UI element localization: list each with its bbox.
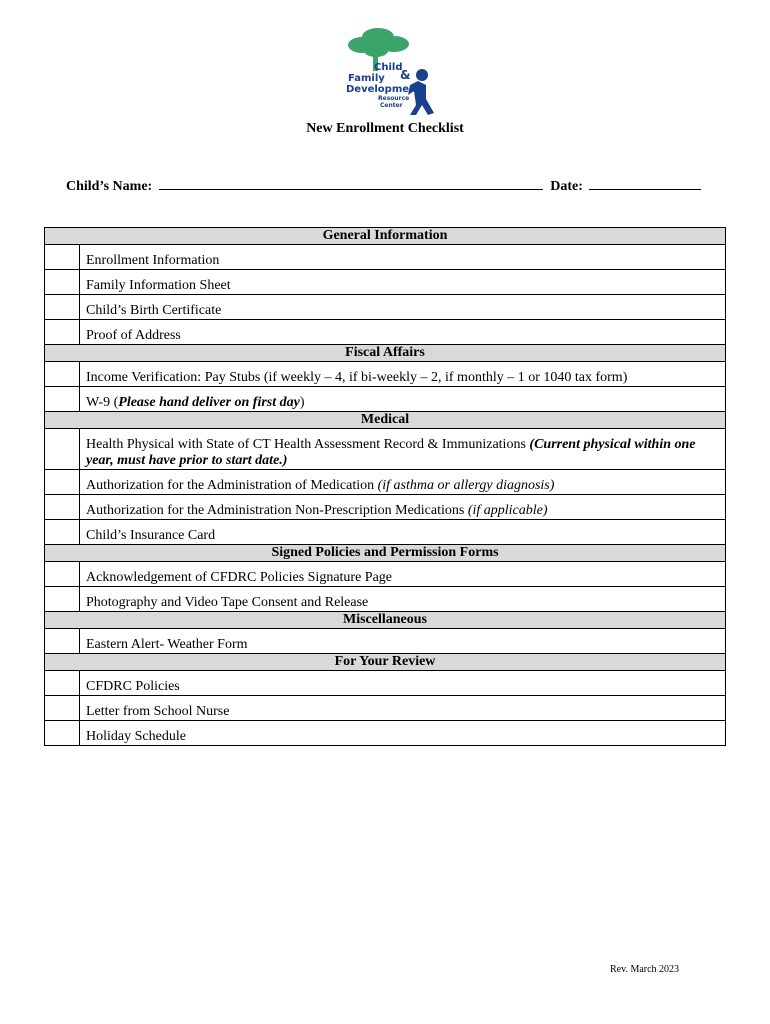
item-label: Authorization for the Administration Non-Prescription Medications <box>86 503 468 518</box>
checklist-item <box>80 629 726 654</box>
item-suffix: ) <box>299 395 305 410</box>
item-note: (if applicable) <box>467 503 548 518</box>
checkbox-cell[interactable] <box>45 671 80 696</box>
checkbox-cell[interactable] <box>45 320 80 345</box>
checklist-row <box>45 495 726 520</box>
checkbox-cell[interactable] <box>45 245 80 270</box>
item-label: Health Physical with State of CT Health Assessment Record & Immunizations <box>86 437 530 452</box>
document-title: New Enrollment Checklist <box>306 121 464 136</box>
checklist-item <box>80 362 726 387</box>
item-label: Income Verification: Pay Stubs (if weekly – 4, if bi-weekly – 2, if monthly – 1 or 1040 tax form) <box>86 370 628 385</box>
checkbox-cell[interactable] <box>45 587 80 612</box>
item-label: Enrollment Information <box>86 253 220 268</box>
checklist-row <box>45 696 726 721</box>
section-header-row <box>45 345 726 362</box>
svg-text:&: & <box>400 68 411 82</box>
checklist-row <box>45 429 726 470</box>
item-label: Family Information Sheet <box>86 278 231 293</box>
checkbox-cell[interactable] <box>45 495 80 520</box>
item-label: Photography and Video Tape Consent and Release <box>86 595 369 610</box>
section-heading: Miscellaneous <box>45 612 726 629</box>
checklist-item <box>80 387 726 412</box>
checkbox-cell[interactable] <box>45 429 80 470</box>
checklist-row <box>45 362 726 387</box>
section-header-row <box>45 612 726 629</box>
checklist-item <box>80 270 726 295</box>
date-field[interactable] <box>589 175 701 190</box>
section-header-row <box>45 228 726 245</box>
checklist-item <box>80 470 726 495</box>
checkbox-cell[interactable] <box>45 470 80 495</box>
section-header-row <box>45 545 726 562</box>
checkbox-cell[interactable] <box>45 270 80 295</box>
checkbox-cell[interactable] <box>45 295 80 320</box>
item-note: (if asthma or allergy diagnosis) <box>377 478 555 493</box>
checklist-item <box>80 520 726 545</box>
checklist-row <box>45 387 726 412</box>
section-heading: Medical <box>45 412 726 429</box>
section-heading: For Your Review <box>45 654 726 671</box>
item-label: CFDRC Policies <box>86 679 180 694</box>
checkbox-cell[interactable] <box>45 629 80 654</box>
item-label: Eastern Alert- Weather Form <box>86 637 248 652</box>
checklist-item <box>80 562 726 587</box>
checklist-row <box>45 270 726 295</box>
checklist-item <box>80 495 726 520</box>
svg-text:Family: Family <box>348 73 385 84</box>
checklist-item <box>80 295 726 320</box>
item-label: Proof of Address <box>86 328 181 343</box>
checklist-row <box>45 245 726 270</box>
item-label: Holiday Schedule <box>86 729 186 744</box>
checklist-item <box>80 587 726 612</box>
item-note: (Current physical within one year, must have prior to start date.) <box>86 437 696 468</box>
revision-date: Rev. March 2023 <box>610 964 680 975</box>
item-label: Child’s Birth Certificate <box>86 303 222 318</box>
checklist-item <box>80 671 726 696</box>
enrollment-checklist-table <box>44 227 726 746</box>
checklist-row <box>45 295 726 320</box>
section-heading: General Information <box>45 228 726 245</box>
checklist-item <box>80 245 726 270</box>
checklist-row <box>45 629 726 654</box>
item-label: Letter from School Nurse <box>86 704 230 719</box>
item-note: Please hand deliver on first day <box>118 395 300 410</box>
svg-text:Child: Child <box>374 62 403 73</box>
item-label: Authorization for the Administration of Medication <box>86 478 378 493</box>
svg-text:Center: Center <box>380 102 403 109</box>
checkbox-cell[interactable] <box>45 721 80 746</box>
checklist-item <box>80 320 726 345</box>
section-heading: Signed Policies and Permission Forms <box>45 545 726 562</box>
checklist-row <box>45 520 726 545</box>
organization-logo <box>344 25 438 115</box>
child-name-field[interactable] <box>159 175 543 190</box>
checklist-item <box>80 429 726 470</box>
checklist-item <box>80 696 726 721</box>
checkbox-cell[interactable] <box>45 696 80 721</box>
checklist-row <box>45 562 726 587</box>
checkbox-cell[interactable] <box>45 562 80 587</box>
checkbox-cell[interactable] <box>45 362 80 387</box>
child-name-date-line <box>66 175 701 195</box>
checklist-row <box>45 320 726 345</box>
svg-text:Resource: Resource <box>378 95 410 102</box>
section-header-row <box>45 654 726 671</box>
item-label: Acknowledgement of CFDRC Policies Signature Page <box>86 570 393 585</box>
checklist-row <box>45 671 726 696</box>
checklist-row <box>45 470 726 495</box>
checklist-item <box>80 721 726 746</box>
child-name-label: Child’s Name: <box>66 179 153 194</box>
section-heading: Fiscal Affairs <box>45 345 726 362</box>
section-header-row <box>45 412 726 429</box>
svg-text:Development: Development <box>346 84 421 95</box>
checklist-row <box>45 587 726 612</box>
checkbox-cell[interactable] <box>45 387 80 412</box>
item-label: Child’s Insurance Card <box>86 528 216 543</box>
date-label: Date: <box>550 179 583 194</box>
checkbox-cell[interactable] <box>45 520 80 545</box>
checklist-row <box>45 721 726 746</box>
item-label: W-9 ( <box>86 395 119 410</box>
